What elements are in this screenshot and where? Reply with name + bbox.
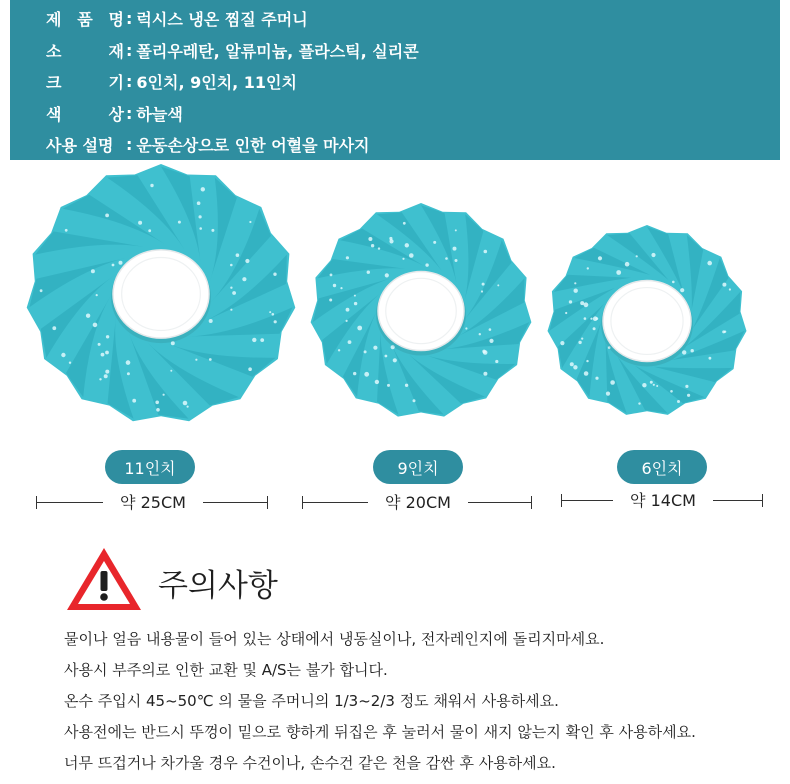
spec-label: 소 재 xyxy=(46,41,124,61)
snowflake-dot xyxy=(373,346,377,350)
snowflake-dot xyxy=(455,229,457,231)
snowflake-dot xyxy=(409,253,414,258)
snowflake-dot xyxy=(482,283,485,286)
snowflake-dot xyxy=(722,283,726,287)
spec-separator: : xyxy=(126,103,133,123)
snowflake-dot xyxy=(209,319,213,323)
snowflake-dot xyxy=(707,261,712,266)
size-pill-6inch: 6인치 xyxy=(617,450,707,484)
snowflake-dot xyxy=(593,327,596,330)
snowflake-dot xyxy=(455,259,458,262)
snowflake-dot xyxy=(340,287,342,289)
snowflake-dot xyxy=(69,362,71,364)
spec-label: 색 상 xyxy=(46,104,124,124)
snowflake-dot xyxy=(230,287,232,289)
caution-item: 물이나 얼음 내용물이 들어 있는 상태에서 냉동실이나, 전자레인지에 돌리지마세요. xyxy=(64,630,605,648)
snowflake-dot xyxy=(724,331,726,333)
snowflake-dot xyxy=(86,314,90,318)
snowflake-dot xyxy=(405,243,409,247)
snowflake-dot xyxy=(150,184,153,187)
snowflake-dot xyxy=(156,408,160,412)
caution-item: 온수 주입시 45~50℃ 의 물을 주머니의 1/3~2/3 정도 채워서 사용하세요. xyxy=(64,692,559,710)
snowflake-dot xyxy=(138,221,142,225)
snowflake-dot xyxy=(91,269,95,273)
snowflake-dot xyxy=(489,328,492,331)
measure-label: 약 14CM xyxy=(613,489,713,513)
snowflake-dot xyxy=(329,299,332,302)
snowflake-dot xyxy=(465,327,467,329)
snowflake-dot xyxy=(677,400,680,403)
snowflake-dot xyxy=(495,360,498,363)
snowflake-dot xyxy=(230,309,232,311)
snowflake-dot xyxy=(199,227,202,230)
spec-label: 크 기 xyxy=(46,72,124,92)
snowflake-dot xyxy=(232,291,236,295)
snowflake-dot xyxy=(385,273,389,277)
snowflake-dot xyxy=(348,340,352,344)
snowflake-dot xyxy=(393,358,397,362)
snowflake-dot xyxy=(584,302,589,307)
snowflake-dot xyxy=(590,318,592,320)
snowflake-dot xyxy=(729,288,731,290)
snowflake-dot xyxy=(126,360,131,365)
snowflake-dot xyxy=(105,351,109,355)
snowflake-dot xyxy=(616,270,621,275)
snowflake-dot xyxy=(425,263,428,266)
spec-value: 운동손상으로 인한 어혈을 마사지 xyxy=(136,135,370,155)
spec-separator: : xyxy=(126,8,133,28)
snowflake-dot xyxy=(642,383,646,387)
caution-item: 사용전에는 반드시 뚜껑이 밑으로 향하게 뒤집은 후 눌러서 물이 새지 않는지 확인 후 사용하세요. xyxy=(64,723,696,741)
snowflake-dot xyxy=(65,229,68,232)
snowflake-dot xyxy=(357,326,362,331)
measure-tick xyxy=(267,496,268,509)
warning-triangle-icon xyxy=(64,544,144,614)
snowflake-dot xyxy=(346,308,350,312)
snowflake-dot xyxy=(353,372,356,375)
snowflake-dot xyxy=(330,274,333,277)
snowflake-dot xyxy=(560,341,564,345)
caution-item: 사용시 부주의로 인한 교환 및 A/S는 불가 합니다. xyxy=(64,661,388,679)
snowflake-dot xyxy=(593,316,598,321)
spec-separator: : xyxy=(126,71,133,91)
snowflake-dot xyxy=(387,384,390,387)
snowflake-dot xyxy=(375,380,379,384)
snowflake-dot xyxy=(378,247,380,249)
snowflake-dot xyxy=(483,350,488,355)
spec-label: 제 품 명 xyxy=(46,9,124,29)
snowflake-dot xyxy=(479,333,481,335)
snowflake-dot xyxy=(132,399,136,403)
snowflake-dot xyxy=(453,247,457,251)
snowflake-dot xyxy=(586,360,588,362)
snowflake-dot xyxy=(242,277,246,281)
snowflake-dot xyxy=(484,250,488,254)
snowflake-dot xyxy=(199,215,202,218)
snowflake-dot xyxy=(691,349,694,352)
measure-tick xyxy=(762,494,763,507)
snowflake-dot xyxy=(574,282,576,284)
snowflake-dot xyxy=(651,253,655,257)
snowflake-dot xyxy=(99,378,101,380)
snowflake-dot xyxy=(230,264,233,267)
snowflake-dot xyxy=(625,262,630,267)
snowflake-dot xyxy=(209,358,212,361)
snowflake-dot xyxy=(445,257,448,260)
spec-separator: : xyxy=(126,40,133,60)
snowflake-dot xyxy=(565,312,567,314)
snowflake-dot xyxy=(127,372,130,375)
measure-tick xyxy=(531,496,532,509)
snowflake-dot xyxy=(574,289,578,293)
snowflake-dot xyxy=(385,355,388,358)
snowflake-dot xyxy=(170,370,172,372)
snowflake-dot xyxy=(105,370,109,374)
snowflake-dot xyxy=(653,384,655,386)
screw-cap xyxy=(603,281,691,362)
spec-row-product-name xyxy=(46,7,308,29)
snowflake-dot xyxy=(148,229,151,232)
spec-value: 럭시스 냉온 찜질 주머니 xyxy=(136,9,308,29)
snowflake-dot xyxy=(481,290,483,292)
spec-row-size xyxy=(46,70,297,92)
screw-cap xyxy=(113,250,209,338)
caution-item: 너무 뜨겁거나 차가울 경우 수건이나, 손수건 같은 천을 감싼 후 사용하세요. xyxy=(64,754,556,772)
spec-row-color xyxy=(46,102,183,124)
snowflake-dot xyxy=(636,255,638,257)
snowflake-dot xyxy=(52,326,56,330)
spec-value: 폴리우레탄, 알류미늄, 플라스틱, 실리콘 xyxy=(136,41,419,61)
snowflake-dot xyxy=(101,353,105,357)
snowflake-dot xyxy=(578,341,581,344)
snowflake-dot xyxy=(581,338,583,340)
snowflake-dot xyxy=(105,214,109,218)
snowflake-dot xyxy=(403,222,406,225)
spec-value: 하늘색 xyxy=(136,104,183,124)
snowflake-dot xyxy=(364,372,369,377)
snowflake-dot xyxy=(656,385,658,387)
measure-9inch xyxy=(302,491,532,515)
ice-bag-9inch-image xyxy=(308,200,534,422)
measure-6inch xyxy=(561,489,763,513)
snowflake-dot xyxy=(670,390,673,393)
snowflake-dot xyxy=(709,357,712,360)
snowflake-dot xyxy=(595,377,598,380)
snowflake-dot xyxy=(685,385,688,388)
snowflake-dot xyxy=(672,281,675,284)
snowflake-dot xyxy=(405,384,408,387)
snowflake-dot xyxy=(183,401,188,406)
snowflake-dot xyxy=(650,381,653,384)
snowflake-dot xyxy=(187,406,189,408)
snowflake-dot xyxy=(389,237,392,240)
snowflake-dot xyxy=(682,350,686,354)
snowflake-dot xyxy=(269,311,271,313)
snowflake-dot xyxy=(371,244,374,247)
snowflake-dot xyxy=(598,256,602,260)
snowflake-dot xyxy=(211,229,214,232)
snowflake-dot xyxy=(368,237,372,241)
measure-label: 약 20CM xyxy=(368,491,468,515)
snowflake-dot xyxy=(413,399,416,402)
snowflake-dot xyxy=(119,261,123,265)
snowflake-dot xyxy=(573,365,577,369)
snowflake-dot xyxy=(606,392,610,396)
snowflake-dot xyxy=(96,294,98,296)
snowflake-dot xyxy=(272,313,275,316)
snowflake-dot xyxy=(354,302,357,305)
ice-bag-6inch-image xyxy=(544,222,750,420)
snowflake-dot xyxy=(93,323,98,328)
snowflake-dot xyxy=(104,374,108,378)
snowflake-dot xyxy=(155,401,159,405)
snowflake-dot xyxy=(584,371,589,376)
snowflake-dot xyxy=(584,317,587,320)
snowflake-dot xyxy=(367,271,370,274)
ice-bag-9inch-graphic xyxy=(308,200,534,422)
snowflake-dot xyxy=(346,320,348,322)
snowflake-dot xyxy=(201,187,205,191)
spec-value: 6인치, 9인치, 11인치 xyxy=(136,72,297,92)
snowflake-dot xyxy=(252,338,256,342)
caution-list xyxy=(64,624,784,779)
snowflake-dot xyxy=(569,300,572,303)
snowflake-dot xyxy=(98,343,101,346)
snowflake-dot xyxy=(483,372,487,376)
screw-cap xyxy=(378,271,464,350)
size-pill-9inch: 9인치 xyxy=(373,450,463,484)
spec-label: 사용 설명 xyxy=(46,135,114,155)
snowflake-dot xyxy=(433,241,436,244)
snowflake-dot xyxy=(274,320,277,323)
snowflake-dot xyxy=(245,259,249,263)
ice-bag-6inch-graphic xyxy=(544,222,750,420)
caution-title: 주의사항 xyxy=(158,568,278,604)
snowflake-dot xyxy=(338,349,340,351)
snowflake-dot xyxy=(354,295,356,297)
snowflake-dot xyxy=(497,284,499,286)
ice-bag-11inch-graphic xyxy=(24,162,298,426)
snowflake-dot xyxy=(687,394,690,397)
snowflake-dot xyxy=(680,288,684,292)
spec-row-material xyxy=(46,39,419,61)
spec-panel xyxy=(10,0,780,160)
snowflake-dot xyxy=(61,353,65,357)
snowflake-dot xyxy=(638,402,640,404)
size-pill-11inch: 11인치 xyxy=(105,450,195,484)
snowflake-dot xyxy=(112,264,115,267)
snowflake-dot xyxy=(333,284,336,287)
spec-row-usage xyxy=(46,133,370,155)
snowflake-dot xyxy=(570,362,574,366)
snowflake-dot xyxy=(248,367,252,371)
snowflake-dot xyxy=(346,256,349,259)
snowflake-dot xyxy=(402,258,404,260)
snowflake-dot xyxy=(273,273,276,276)
snowflake-dot xyxy=(260,338,264,342)
snowflake-dot xyxy=(587,267,589,269)
snowflake-dot xyxy=(163,394,165,396)
spec-separator: : xyxy=(126,134,133,154)
snowflake-dot xyxy=(236,253,240,257)
snowflake-dot xyxy=(249,221,251,223)
snowflake-dot xyxy=(106,335,109,338)
snowflake-dot xyxy=(178,221,181,224)
snowflake-dot xyxy=(195,359,197,361)
snowflake-dot xyxy=(364,350,367,353)
snowflake-dot xyxy=(40,289,43,292)
measure-label: 약 25CM xyxy=(103,491,203,515)
snowflake-dot xyxy=(489,339,493,343)
snowflake-dot xyxy=(610,380,615,385)
snowflake-dot xyxy=(197,201,201,205)
ice-bag-11inch-image xyxy=(24,162,298,426)
measure-11inch xyxy=(36,491,268,515)
